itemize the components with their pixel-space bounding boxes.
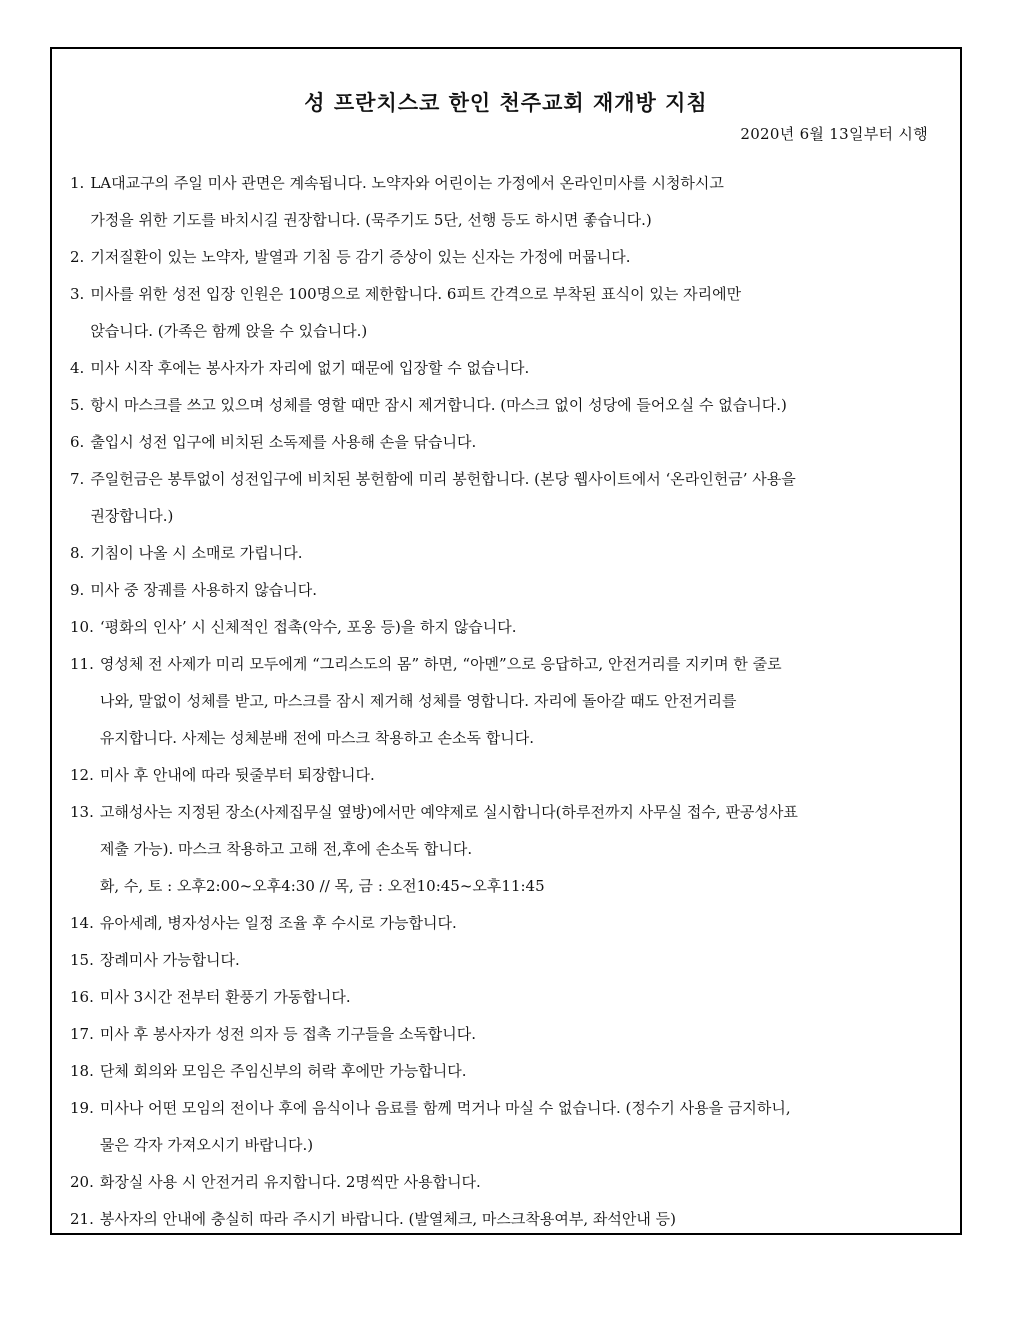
guideline-text [90,461,942,535]
guideline-number: 6. [70,433,85,451]
guideline-item [70,1090,942,1164]
guideline-item [70,239,942,276]
guideline-item [70,276,942,350]
guideline-text [90,276,942,350]
guideline-item [70,1053,942,1090]
guideline-number: 8. [70,544,85,562]
guideline-number: 18. [70,1062,94,1080]
guideline-number: 11. [70,655,94,673]
guideline-line: 미사 후 안내에 따라 뒷줄부터 퇴장합니다. [99,766,375,784]
guideline-line: 미사 중 장궤를 사용하지 않습니다. [90,581,318,599]
guideline-text [100,1016,942,1053]
guideline-text [100,979,942,1016]
guideline-line: 화장실 사용 시 안전거리 유지합니다. 2명씩만 사용합니다. [99,1173,481,1191]
guideline-line: 미사나 어떤 모임의 전이나 후에 음식이나 음료를 함께 먹거나 마실 수 없습니다. (정수기 사용을 금지하니, [99,1099,791,1117]
guideline-text [90,535,942,572]
guideline-text [90,387,942,424]
guideline-number: 3. [70,285,85,303]
guideline-number: 2. [70,248,85,266]
guideline-text [100,609,942,646]
guideline-line: 제출 가능). 마스크 착용하고 고해 전,후에 손소독 합니다. [99,840,473,858]
guideline-text [100,1053,942,1090]
guideline-item [70,165,942,239]
guideline-item [70,794,942,905]
guideline-text [100,794,942,905]
guideline-text [90,424,942,461]
guideline-number: 20. [70,1173,94,1191]
effective-date: 2020년 6월 13일부터 시행 [740,125,928,143]
guideline-line: 봉사자의 안내에 충실히 따라 주시기 바랍니다. (발열체크, 마스크착용여부, 좌석안내 등) [99,1210,676,1228]
guideline-item [70,350,942,387]
guideline-number: 9. [70,581,85,599]
guideline-text [100,757,942,794]
guideline-item [70,1164,942,1201]
guideline-line: 고해성사는 지정된 장소(사제집무실 옆방)에서만 예약제로 실시합니다(하루전까지 사무실 접수, 판공성사표 [99,803,798,821]
guideline-line: 권장합니다.) [90,507,174,525]
guideline-line: 기저질환이 있는 노약자, 발열과 기침 등 감기 증상이 있는 신자는 가정에 머뭅니다. [90,248,631,266]
guideline-text [100,905,942,942]
guideline-line: ‘평화의 인사’ 시 신체적인 접촉(악수, 포옹 등)을 하지 않습니다. [99,618,517,636]
guideline-number: 14. [70,914,94,932]
guideline-item [70,942,942,979]
guideline-item [70,646,942,757]
guideline-line: 미사 3시간 전부터 환풍기 가동합니다. [99,988,351,1006]
guideline-text [100,1164,942,1201]
guideline-line: 유아세례, 병자성사는 일정 조율 후 수시로 가능합니다. [99,914,457,932]
guideline-number: 1. [70,174,85,192]
guideline-text [90,239,942,276]
guideline-line: 물은 각자 가져오시기 바랍니다.) [99,1136,314,1154]
guideline-item [70,757,942,794]
guideline-line: 항시 마스크를 쓰고 있으며 성체를 영할 때만 잠시 제거합니다. (마스크 없이 성당에 들어오실 수 없습니다.) [90,396,787,414]
guideline-item [70,905,942,942]
guideline-line: 주일헌금은 봉투없이 성전입구에 비치된 봉헌함에 미리 봉헌합니다. (본당 웹사이트에서 ‘온라인헌금’ 사용을 [90,470,796,488]
guideline-item [70,1201,942,1238]
guideline-item [70,461,942,535]
guideline-number: 12. [70,766,94,784]
guideline-number: 4. [70,359,85,377]
guideline-line: 출입시 성전 입구에 비치된 소독제를 사용해 손을 닦습니다. [90,433,477,451]
guideline-text [100,1201,942,1238]
guideline-text [100,942,942,979]
guideline-item [70,609,942,646]
guideline-number: 16. [70,988,94,1006]
guideline-list [70,165,942,1238]
guideline-line: LA대교구의 주일 미사 관면은 계속됩니다. 노약자와 어린이는 가정에서 온라인미사를 시청하시고 [90,174,724,192]
guideline-line: 나와, 말없이 성체를 받고, 마스크를 잠시 제거해 성체를 영합니다. 자리에 돌아갈 때도 안전거리를 [99,692,737,710]
guideline-number: 10. [70,618,94,636]
guideline-number: 5. [70,396,85,414]
guideline-item [70,424,942,461]
guideline-number: 19. [70,1099,94,1117]
guideline-line: 기침이 나올 시 소매로 가립니다. [90,544,303,562]
guideline-number: 7. [70,470,85,488]
guideline-number: 21. [70,1210,94,1228]
guideline-line: 유지합니다. 사제는 성체분배 전에 마스크 착용하고 손소독 합니다. [99,729,535,747]
guideline-item [70,387,942,424]
guideline-text [90,572,942,609]
guideline-line: 앉습니다. (가족은 함께 앉을 수 있습니다.) [90,322,368,340]
guideline-line: 가정을 위한 기도를 바치시길 권장합니다. (묵주기도 5단, 선행 등도 하시면 좋습니다.) [90,211,652,229]
guideline-item [70,1016,942,1053]
guideline-number: 15. [70,951,94,969]
document-frame [50,47,962,1235]
guideline-line: 미사를 위한 성전 입장 인원은 100명으로 제한합니다. 6피트 간격으로 부착된 표식이 있는 자리에만 [90,285,742,303]
guideline-item [70,979,942,1016]
guideline-line: 미사 시작 후에는 봉사자가 자리에 없기 때문에 입장할 수 없습니다. [90,359,530,377]
guideline-item [70,572,942,609]
guideline-line: 단체 회의와 모임은 주임신부의 허락 후에만 가능합니다. [99,1062,467,1080]
guideline-line: 장례미사 가능합니다. [99,951,240,969]
guideline-text [90,350,942,387]
guideline-number: 13. [70,803,94,821]
guideline-line: 화, 수, 토 : 오후2:00~오후4:30 // 목, 금 : 오전10:45~오후11:45 [99,877,545,895]
guideline-text [100,646,942,757]
guideline-line: 영성체 전 사제가 미리 모두에게 “그리스도의 몸” 하면, “아멘”으로 응답하고, 안전거리를 지키며 한 줄로 [99,655,782,673]
guideline-text [90,165,942,239]
guideline-line: 미사 후 봉사자가 성전 의자 등 접촉 기구들을 소독합니다. [99,1025,477,1043]
guideline-text [100,1090,942,1164]
guideline-number: 17. [70,1025,94,1043]
document-title: 성 프란치스코 한인 천주교회 재개방 지침 [304,90,708,115]
guideline-item [70,535,942,572]
